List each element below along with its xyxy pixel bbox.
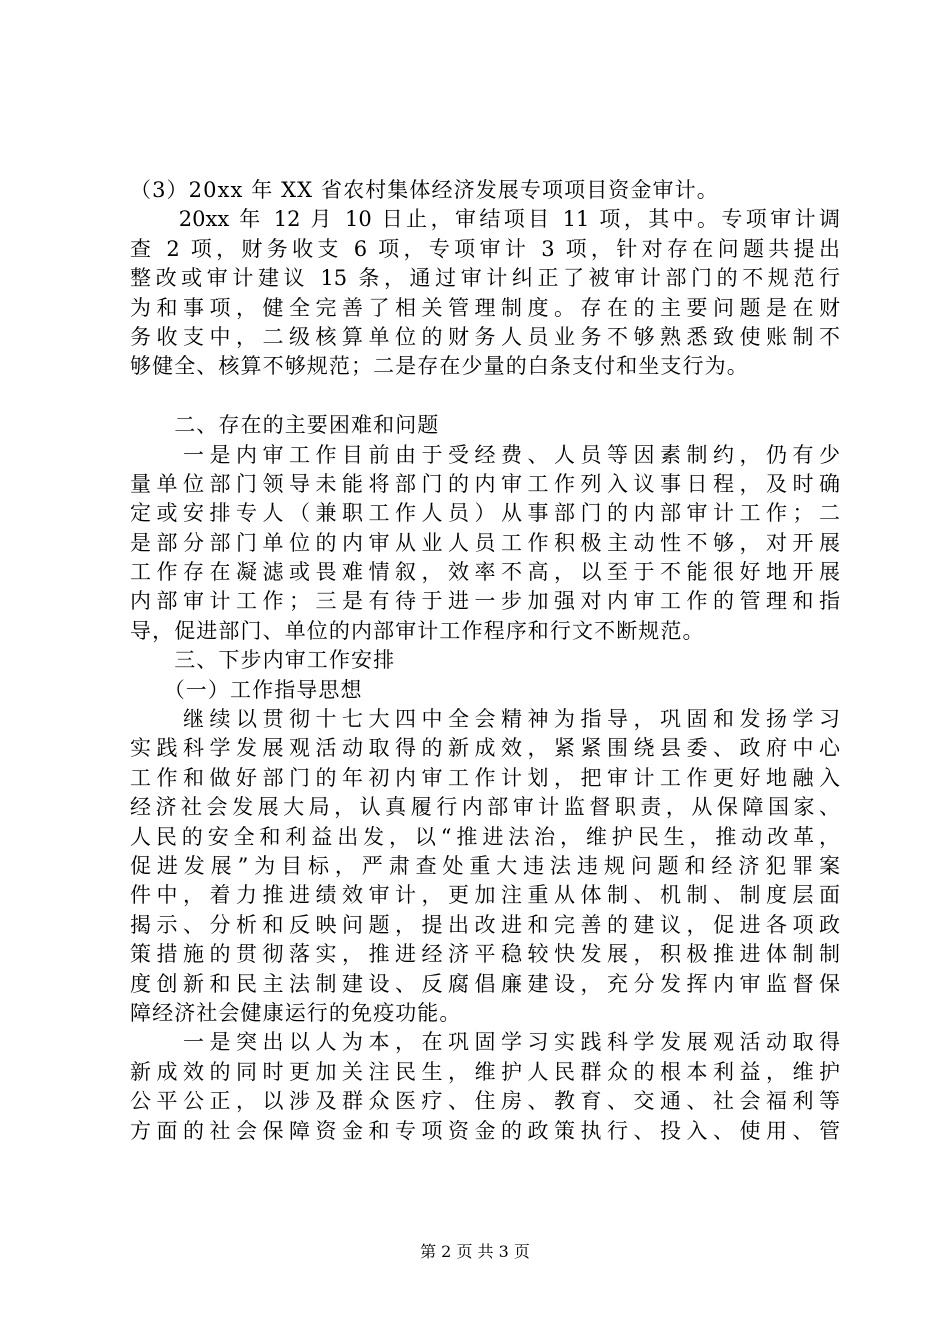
- page-footer: 第 2 页 共 3 页: [420, 1242, 530, 1261]
- blank-line: [130, 382, 840, 411]
- text-line: 够健全、核算不够规范；二是存在少量的白条支付和坐支行为。: [130, 354, 749, 379]
- text-line: 继续以贯彻十七大四中全会精神为指导，巩固和发扬学习: [130, 707, 840, 732]
- text-line: 度创新和民主法制建设、反腐倡廉建设，充分发挥内审监督保: [130, 971, 840, 996]
- text-line: 查 2 项，财务收支 6 项，专项审计 3 项，针对存在问题共提出: [130, 236, 840, 261]
- text-line: 公平公正，以涉及群众医疗、住房、教育、交通、社会福利等: [130, 1089, 840, 1114]
- text-line: 三、下步内审工作安排: [130, 648, 396, 673]
- text-line: 经济社会发展大局，认真履行内部审计监督职责，从保障国家、: [130, 795, 840, 820]
- text-line: 20xx 年 12 月 10 日止，审结项目 11 项，其中。专项审计调: [130, 207, 840, 232]
- text-line: 内部审计工作；三是有待于进一步加强对内审工作的管理和指: [130, 589, 840, 614]
- text-line: 方面的社会保障资金和专项资金的政策执行、投入、使用、管: [130, 1118, 840, 1143]
- text-line: 障经济社会健康运行的免疫功能。: [130, 1000, 462, 1025]
- text-line: 人民的安全和利益出发，以“推进法治，维护民生，推动改革，: [130, 824, 840, 849]
- text-line: （一）工作指导思想: [130, 677, 363, 702]
- text-line: 工作和做好部门的年初内审工作计划，把审计工作更好地融入: [130, 765, 840, 790]
- text-line: 一是突出以人为本，在巩固学习实践科学发展观活动取得: [130, 1030, 840, 1055]
- text-line: 件中，着力推进绩效审计，更加注重从体制、机制、制度层面: [130, 883, 840, 908]
- text-line: 导，促进部门、单位的内部审计工作程序和行文不断规范。: [130, 618, 705, 643]
- text-line: 一是内审工作目前由于受经费、人员等因素制约，仍有少: [130, 442, 840, 467]
- text-line: 定或安排专人（兼职工作人员）从事部门的内部审计工作；二: [130, 501, 840, 526]
- text-line: 策措施的贯彻落实，推进经济平稳较快发展，积极推进体制制: [130, 942, 840, 967]
- document-body: [130, 176, 840, 1146]
- text-line: 工作存在凝滤或畏难情叙，效率不高，以至于不能很好地开展: [130, 560, 840, 585]
- text-line: 二、存在的主要困难和问题: [130, 413, 440, 438]
- text-line: （3）20xx 年 XX 省农村集体经济发展专项项目资金审计。: [130, 178, 719, 202]
- text-line: 务收支中，二级核算单位的财务人员业务不够熟悉致使账制不: [130, 324, 840, 349]
- text-line: 为和事项，健全完善了相关管理制度。存在的主要问题是在财: [130, 295, 840, 320]
- text-line: 促进发展”为目标，严肃查处重大违法违规问题和经济犯罪案: [130, 853, 840, 878]
- text-line: 量单位部门领导未能将部门的内审工作列入议事日程，及时确: [130, 471, 840, 496]
- text-line: 整改或审计建议 15 条，通过审计纠正了被审计部门的不规范行: [130, 266, 840, 291]
- text-line: 新成效的同时更加关注民生，维护人民群众的根本利益，维护: [130, 1059, 840, 1084]
- text-line: 是部分部门单位的内审从业人员工作积极主动性不够，对开展: [130, 530, 840, 555]
- text-line: 揭示、分析和反映问题，提出改进和完善的建议，促进各项政: [130, 912, 840, 937]
- text-line: 实践科学发展观活动取得的新成效，紧紧围绕县委、政府中心: [130, 736, 840, 761]
